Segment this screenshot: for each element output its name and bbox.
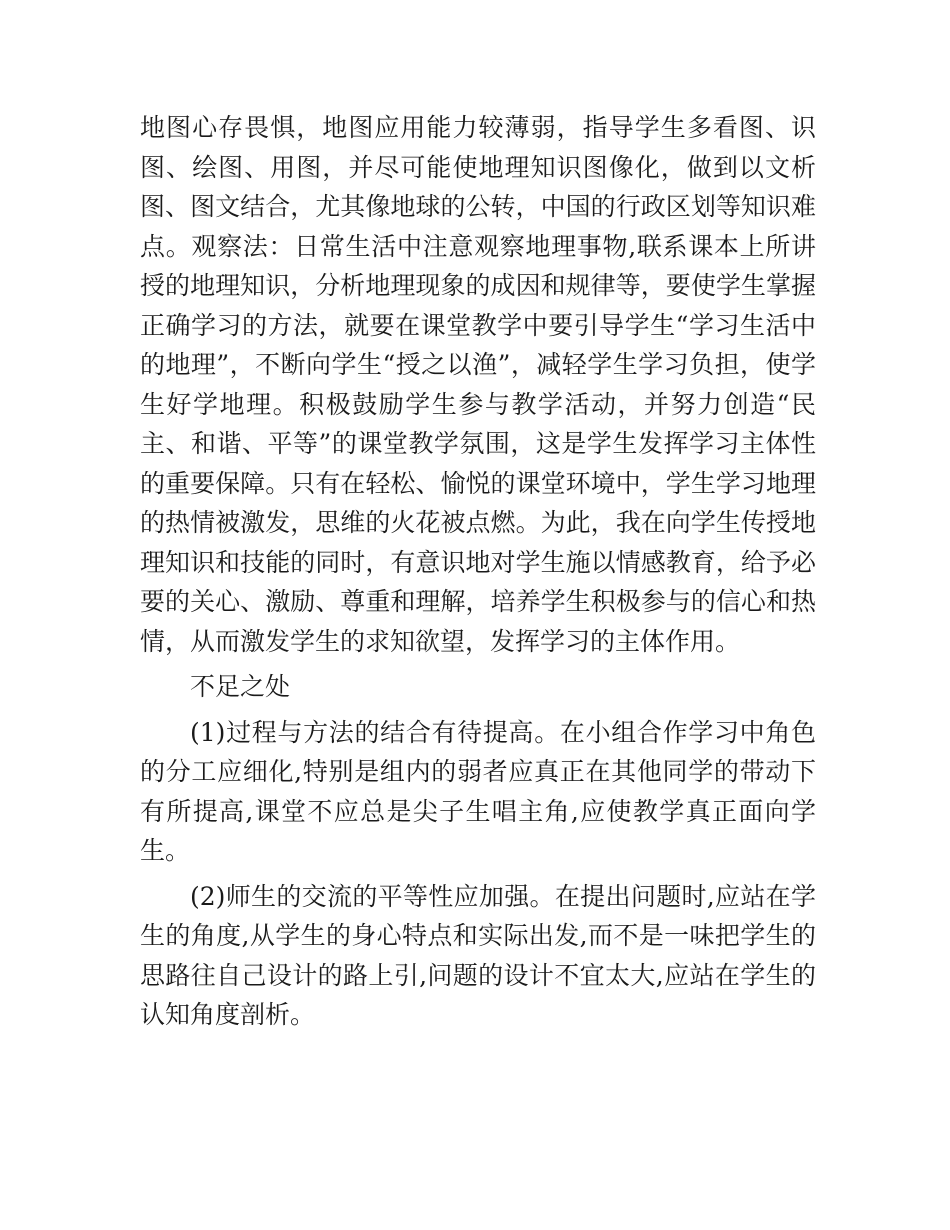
body-paragraph-point-2: (2)师生的交流的平等性应加强。在提出问题时,应站在学生的角度,从学生的身心特点和实际出发,而不是一味把学生的思路往自己设计的路上引,问题的设计不宜太大,应站在学生的认知角度剖析。 xyxy=(140,881,816,1029)
document-body xyxy=(140,108,816,1035)
body-paragraph-1: 地图心存畏惧，地图应用能力较薄弱，指导学生多看图、识图、绘图、用图，并尽可能使地理知识图像化，做到以文析图、图文结合，尤其像地球的公转，中国的行政区划等知识难点。观察法：日常生活中注意观察地理事物,联系课本上所讲授的地理知识，分析地理现象的成因和规律等，要使学生掌握正确学习的方法，就要在课堂教学中要引导学生“学习生活中的地理”，不断向学生“授之以渔”，减轻学生学习负担，使学生好学地理。积极鼓励学生参与教学活动，并努力创造“民主、和谐、平等”的课堂教学氛围，这是学生发挥学习主体性的重要保障。只有在轻松、愉悦的课堂环境中，学生学习地理的热情被激发，思维的火花被点燃。为此，我在向学生传授地理知识和技能的同时，有意识地对学生施以情感教育，给予必要的关心、激励、尊重和理解，培养学生积极参与的信心和热情，从而激发学生的求知欲望，发挥学习的主体作用。 xyxy=(140,113,816,656)
body-paragraph-point-1: (1)过程与方法的结合有待提高。在小组合作学习中角色的分工应细化,特别是组内的弱者应真正在其他同学的带动下有所提高,课堂不应总是尖子生唱主角,应使教学真正面向学生。 xyxy=(140,717,816,865)
section-heading-shortcomings: 不足之处 xyxy=(190,672,291,701)
